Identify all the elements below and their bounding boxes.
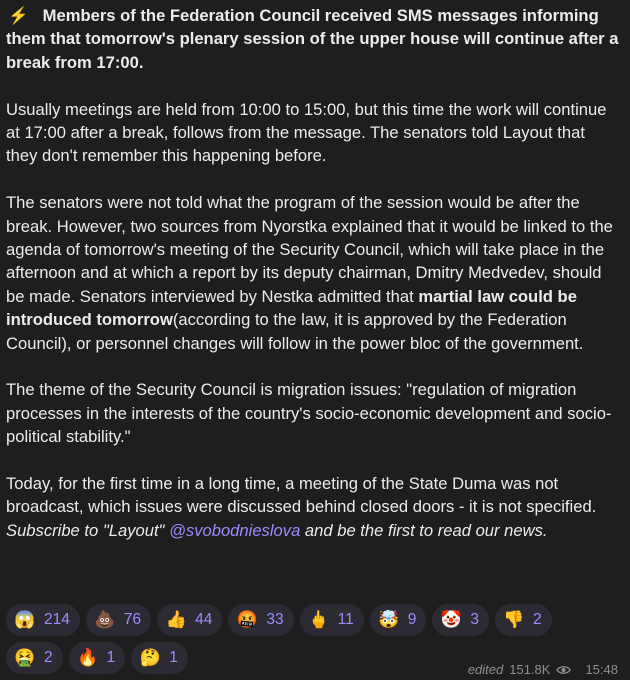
reaction-fire[interactable] <box>69 642 126 674</box>
paragraph-3-end: (according to the law, it is approved by the Federation Council), or personnel changes will follow in the power bloc of the government. <box>6 310 584 353</box>
reaction-count: 44 <box>195 611 213 628</box>
thumbs-down-emoji-icon: 👎 <box>503 610 525 629</box>
reaction-count: 2 <box>532 611 542 628</box>
reaction-count: 2 <box>44 649 53 666</box>
reaction-count: 33 <box>266 611 284 628</box>
fire-emoji-icon: 🔥 <box>77 648 99 667</box>
reaction-thinking[interactable] <box>131 642 188 674</box>
cursing-face-emoji-icon: 🤬 <box>236 610 258 629</box>
reaction-count: 76 <box>123 611 142 628</box>
reaction-vomit[interactable] <box>6 642 63 674</box>
exploding-head-emoji-icon: 🤯 <box>378 610 400 629</box>
paragraph-2: Usually meetings are held from 10:00 to 15:00, but this time the work will continue at 17:00 after a break, follows from the message. The senators told Layout that they don't remember this happening before. <box>6 99 607 166</box>
views-count: 151.8K <box>509 662 551 677</box>
channel-link[interactable]: @svobodnieslova <box>169 520 301 540</box>
middle-finger-emoji-icon: 🖕 <box>308 610 330 629</box>
reaction-scream[interactable] <box>6 604 80 636</box>
reaction-thumbs-down[interactable] <box>495 604 552 636</box>
reaction-count: 11 <box>337 611 354 628</box>
reaction-count: 3 <box>470 611 479 628</box>
paragraph-5 <box>6 472 620 542</box>
reaction-count: 9 <box>407 611 417 628</box>
reaction-count: 214 <box>44 611 70 628</box>
reaction-count: 1 <box>169 649 178 666</box>
reaction-clown[interactable] <box>432 604 489 636</box>
title-text: Members of the Federation Council received SMS messages informing them that tomorrow's plenary session of the upper house will continue after a break from 17:00. <box>6 6 619 72</box>
reaction-count: 1 <box>106 649 116 666</box>
reaction-poop[interactable] <box>86 604 151 636</box>
reaction-cursing[interactable] <box>228 604 293 636</box>
reaction-middle-finger[interactable] <box>300 604 364 636</box>
poop-emoji-icon: 💩 <box>94 610 116 629</box>
scream-emoji-icon: 😱 <box>14 610 36 629</box>
thumbs-up-emoji-icon: 👍 <box>165 610 187 629</box>
vomit-emoji-icon: 🤮 <box>14 648 36 667</box>
paragraph-3-start: The senators were not told what the program of the session would be after the break. However, two sources from Nyorstka explained that it would be linked to the agenda of tomorrow's meeting of the Security Council, which will take place in the afternoon and at which a report by its deputy chairman, Dmitry Medvedev, should be made. Senators interviewed by Nestka admitted that <box>6 193 613 306</box>
edited-label: edited <box>467 662 504 677</box>
message-title <box>6 4 620 74</box>
reaction-exploding-head[interactable] <box>370 604 427 636</box>
message-meta <box>468 662 618 677</box>
eye-icon <box>556 665 571 675</box>
subscribe-text-end: and be the first to read our news. <box>300 520 548 540</box>
subscribe-text: Subscribe to "Layout" <box>6 520 170 540</box>
paragraph-5-start: Today, for the first time in a long time, a meeting of the State Duma was not broadcast, which issues were discussed behind closed doors - it is not specified. <box>6 474 597 517</box>
clown-emoji-icon: 🤡 <box>440 610 462 629</box>
thinking-emoji-icon: 🤔 <box>139 648 161 667</box>
message-time: 15:48 <box>585 662 618 677</box>
message-text <box>6 4 620 542</box>
reaction-thumbs-up[interactable] <box>157 604 222 636</box>
paragraph-3-bold: martial law could be introduced tomorrow <box>6 286 577 330</box>
paragraph-4: The theme of the Security Council is migration issues: "regulation of migration processes in the interests of the country's socio-economic development and socio-political stability." <box>6 380 612 447</box>
paragraph-3 <box>6 191 620 355</box>
reactions-row-1 <box>6 604 606 636</box>
lightning-icon: ⚡ <box>8 6 29 25</box>
